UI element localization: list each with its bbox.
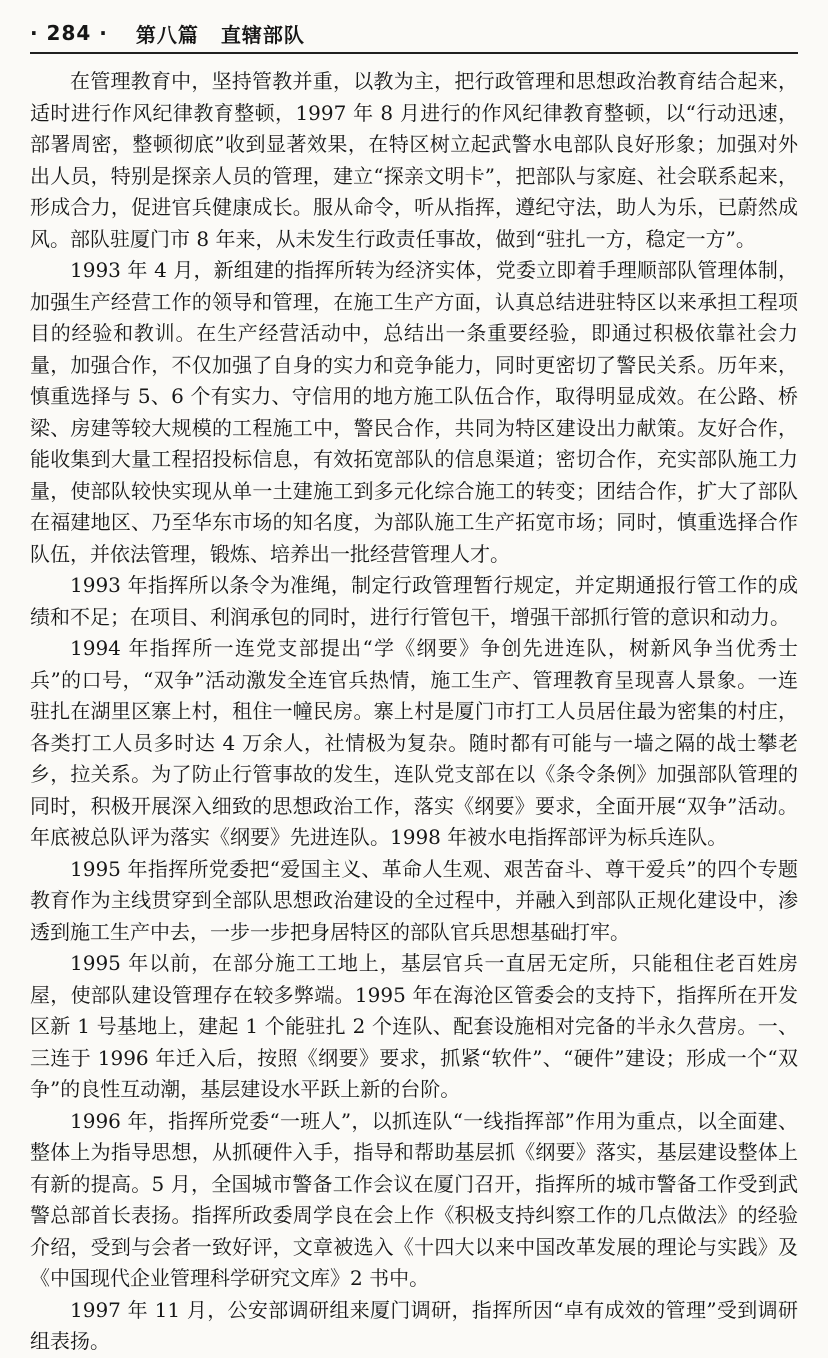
header-rule: [30, 52, 798, 54]
paragraph: 1995 年指挥所党委把“爱国主义、革命人生观、艰苦奋斗、尊干爱兵”的四个专题教育作为主线贯穿到全部队思想政治建设的全过程中，并融入到部队正规化建设中，渗透到施工生产中去，一步一步把身居特区的部队官兵思想基础打牢。: [30, 856, 798, 944]
paragraph: 1993 年指挥所以条令为准绳，制定行政管理暂行规定，并定期通报行管工作的成绩和不足；在项目、利润承包的同时，进行行管包干，增强干部抓行管的意识和动力。: [30, 573, 798, 629]
page-number: · 284 ·: [30, 21, 108, 45]
part-title: 第八篇: [135, 22, 199, 47]
paragraph: 1994 年指挥所一连党支部提出“学《纲要》争创先进连队，树新风争当优秀士兵”的口号，“双争”活动激发全连官兵热情，施工生产、管理教育呈现喜人景象。一连驻扎在湖里区寨上村，租住一幢民房。寨上村是厦门市打工人员居住最为密集的村庄，各类打工人员多时达 4 万余人，社情极为复杂。随时都有可能与一墙之隔的战士攀老乡，拉关系。为了防止行管事故的发生，连队党支部在以《条令条例》加强部队管理的同时，积极开展深入细致的思想政治工作，落实《纲要》要求，全面开展“双争”活动。年底被总队评为落实《纲要》先进连队。1998 年被水电指挥部评为标兵连队。: [30, 636, 798, 849]
body-text: [30, 66, 798, 1358]
paragraph: 在管理教育中，坚持管教并重，以教为主，把行政管理和思想政治教育结合起来，适时进行作风纪律教育整顿，1997 年 8 月进行的作风纪律教育整顿，以“行动迅速，部署周密，整顿彻底”收到显著效果，在特区树立起武警水电部队良好形象；加强对外出人员，特别是探亲人员的管理，建立“探亲文明卡”，把部队与家庭、社会联系起来，形成合力，促进官兵健康成长。服从命令，听从指挥，遵纪守法，助人为乐，已蔚然成风。部队驻厦门市 8 年来，从未发生行政责任事故，做到“驻扎一方，稳定一方”。: [30, 69, 798, 251]
section-title: 直辖部队: [220, 22, 305, 47]
paragraph: 1997 年 11 月，公安部调研组来厦门调研，指挥所因“卓有成效的管理”受到调研组表扬。: [30, 1297, 798, 1353]
running-header: [30, 14, 798, 52]
paragraph: 1995 年以前，在部分施工工地上，基层官兵一直居无定所，只能租住老百姓房屋，使部队建设管理存在较多弊端。1995 年在海沧区管委会的支持下，指挥所在开发区新 1 号基地上，建起 1 个能驻扎 2 个连队、配套设施相对完备的半永久营房。一、三连于 1996 年迁入后，按照《纲要》要求，抓紧“软件”、“硬件”建设；形成一个“双争”的良性互动潮，基层建设水平跃上新的台阶。: [30, 951, 798, 1101]
paragraph: 1993 年 4 月，新组建的指挥所转为经济实体，党委立即着手理顺部队管理体制，加强生产经营工作的领导和管理，在施工生产方面，认真总结进驻特区以来承担工程项目的经验和教训。在生产经营活动中，总结出一条重要经验，即通过积极依靠社会力量，加强合作，不仅加强了自身的实力和竞争能力，同时更密切了警民关系。历年来，慎重选择与 5、6 个有实力、守信用的地方施工队伍合作，取得明显成效。在公路、桥梁、房建等较大规模的工程施工中，警民合作，共同为特区建设出力献策。友好合作，能收集到大量工程招投标信息，有效拓宽部队的信息渠道；密切合作，充实部队施工力量，使部队较快实现从单一土建施工到多元化综合施工的转变；团结合作，扩大了部队在福建地区、乃至华东市场的知名度，为部队施工生产拓宽市场；同时，慎重选择合作队伍，并依法管理，锻炼、培养出一批经营管理人才。: [30, 258, 798, 566]
paragraph: 1996 年，指挥所党委“一班人”，以抓连队“一线指挥部”作用为重点，以全面建、整体上为指导思想，从抓硬件入手，指导和帮助基层抓《纲要》落实，基层建设整体上有新的提高。5 月，全国城市警备工作会议在厦门召开，指挥所的城市警备工作受到武警总部首长表扬。指挥所政委周学良在会上作《积极支持纠察工作的几点做法》的经验介绍，受到与会者一致好评，文章被选入《十四大以来中国改革发展的理论与实践》及《中国现代企业管理科学研究文库》2 书中。: [30, 1108, 798, 1290]
